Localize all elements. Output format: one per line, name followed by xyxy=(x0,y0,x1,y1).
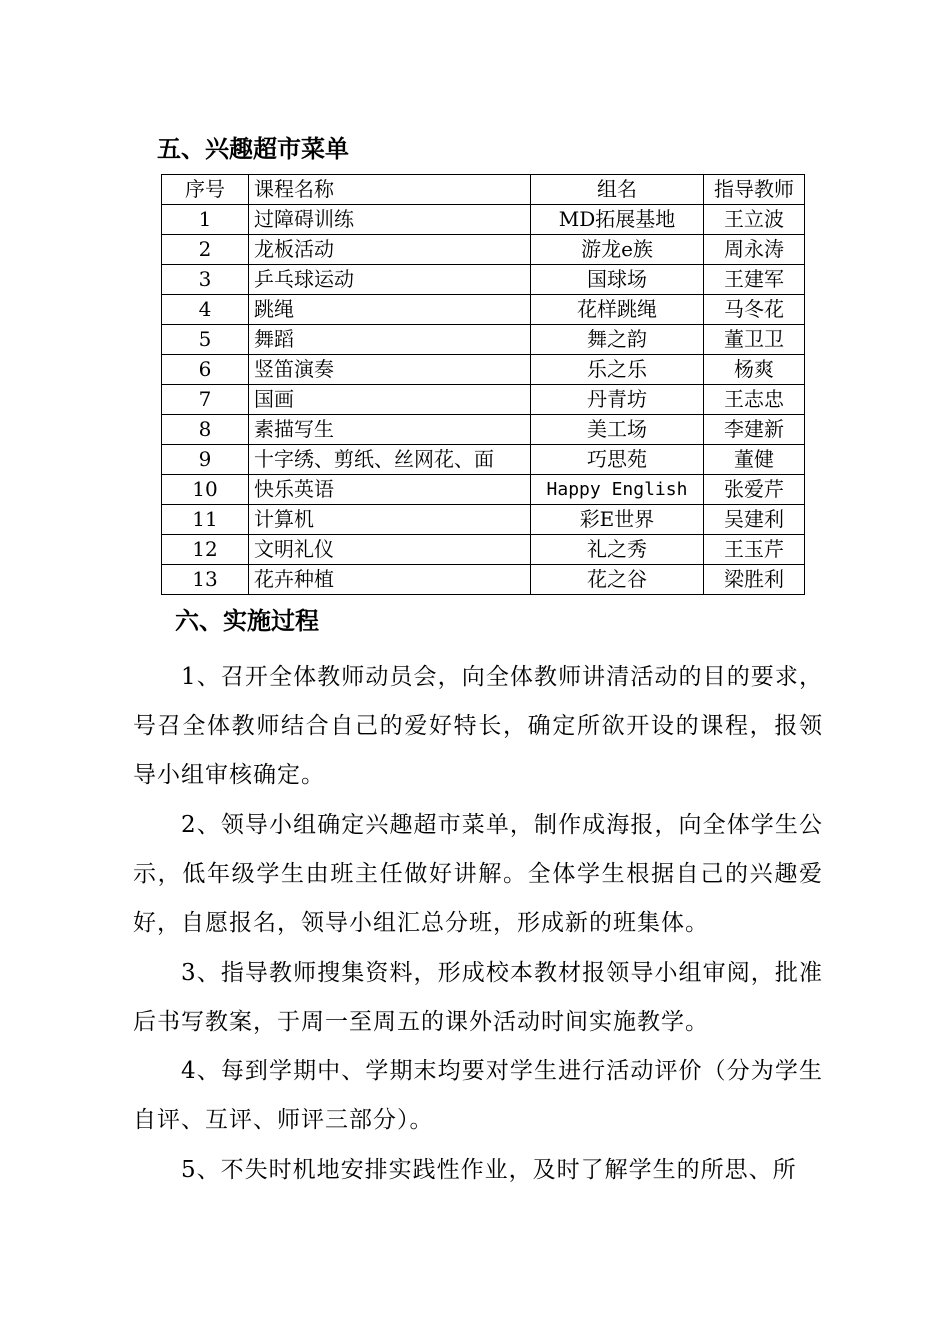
cell-number: 13 xyxy=(162,565,249,595)
cell-number: 1 xyxy=(162,205,249,235)
table-row xyxy=(162,505,805,535)
cell-number: 10 xyxy=(162,475,249,505)
cell-number: 9 xyxy=(162,445,249,475)
table-row xyxy=(162,205,805,235)
table-row xyxy=(162,295,805,325)
cell-teacher: 王建军 xyxy=(704,265,805,295)
table-row xyxy=(162,355,805,385)
cell-teacher: 李建新 xyxy=(704,415,805,445)
cell-course: 素描写生 xyxy=(249,415,531,445)
paragraph-step-1: 1、召开全体教师动员会，向全体教师讲清活动的目的要求，号召全体教师结合自己的爱好特长，确定所欲开设的课程，报领导小组审核确定。 xyxy=(133,664,823,788)
cell-course: 十字绣、剪纸、丝网花、面 xyxy=(249,445,531,475)
interest-menu-table xyxy=(161,174,805,595)
cell-group: 乐之乐 xyxy=(531,355,704,385)
header-number: 序号 xyxy=(162,175,249,205)
cell-group: 礼之秀 xyxy=(531,535,704,565)
cell-number: 4 xyxy=(162,295,249,325)
cell-teacher: 王玉芹 xyxy=(704,535,805,565)
cell-group: MD拓展基地 xyxy=(531,205,704,235)
cell-course: 国画 xyxy=(249,385,531,415)
cell-course: 舞蹈 xyxy=(249,325,531,355)
cell-teacher: 董健 xyxy=(704,445,805,475)
table-row xyxy=(162,475,805,505)
cell-group: 花之谷 xyxy=(531,565,704,595)
cell-teacher: 董卫卫 xyxy=(704,325,805,355)
cell-group: 彩E世界 xyxy=(531,505,704,535)
cell-course: 计算机 xyxy=(249,505,531,535)
cell-group: 巧思苑 xyxy=(531,445,704,475)
cell-group: 美工场 xyxy=(531,415,704,445)
table-row xyxy=(162,265,805,295)
table-row xyxy=(162,445,805,475)
cell-group: 舞之韵 xyxy=(531,325,704,355)
cell-course: 文明礼仪 xyxy=(249,535,531,565)
cell-teacher: 马冬花 xyxy=(704,295,805,325)
cell-number: 5 xyxy=(162,325,249,355)
cell-teacher: 吴建利 xyxy=(704,505,805,535)
cell-group: 游龙e族 xyxy=(531,235,704,265)
cell-number: 12 xyxy=(162,535,249,565)
table-row xyxy=(162,385,805,415)
cell-group: 国球场 xyxy=(531,265,704,295)
cell-course: 快乐英语 xyxy=(249,475,531,505)
cell-group: Happy English xyxy=(531,475,704,505)
cell-teacher: 杨爽 xyxy=(704,355,805,385)
cell-teacher: 王志忠 xyxy=(704,385,805,415)
paragraph-step-4: 4、每到学期中、学期末均要对学生进行活动评价（分为学生自评、互评、师评三部分）。 xyxy=(133,1058,823,1133)
cell-teacher: 梁胜利 xyxy=(704,565,805,595)
cell-group: 丹青坊 xyxy=(531,385,704,415)
cell-course: 竖笛演奏 xyxy=(249,355,531,385)
header-group-name: 组名 xyxy=(531,175,704,205)
cell-course: 过障碍训练 xyxy=(249,205,531,235)
cell-number: 3 xyxy=(162,265,249,295)
cell-course: 龙板活动 xyxy=(249,235,531,265)
cell-teacher: 王立波 xyxy=(704,205,805,235)
section-heading-interest-menu: 五、兴趣超市菜单 xyxy=(157,135,349,163)
cell-course: 跳绳 xyxy=(249,295,531,325)
paragraph-step-5: 5、不失时机地安排实践性作业，及时了解学生的所思、所 xyxy=(181,1157,797,1183)
paragraph-step-2: 2、领导小组确定兴趣超市菜单，制作成海报，向全体学生公示，低年级学生由班主任做好讲解。全体学生根据自己的兴趣爱好，自愿报名，领导小组汇总分班，形成新的班集体。 xyxy=(133,812,823,936)
paragraph-step-3: 3、指导教师搜集资料，形成校本教材报领导小组审阅，批准后书写教案，于周一至周五的课外活动时间实施教学。 xyxy=(133,960,823,1035)
table-row xyxy=(162,415,805,445)
cell-course: 花卉种植 xyxy=(249,565,531,595)
header-course-name: 课程名称 xyxy=(249,175,531,205)
table-row xyxy=(162,235,805,265)
table-row xyxy=(162,535,805,565)
cell-teacher: 张爱芹 xyxy=(704,475,805,505)
table-row xyxy=(162,325,805,355)
cell-number: 11 xyxy=(162,505,249,535)
cell-course: 乒乓球运动 xyxy=(249,265,531,295)
section-heading-implementation: 六、实施过程 xyxy=(175,607,319,635)
table-row xyxy=(162,565,805,595)
cell-group: 花样跳绳 xyxy=(531,295,704,325)
cell-number: 7 xyxy=(162,385,249,415)
cell-number: 6 xyxy=(162,355,249,385)
cell-number: 2 xyxy=(162,235,249,265)
cell-teacher: 周永涛 xyxy=(704,235,805,265)
cell-number: 8 xyxy=(162,415,249,445)
header-teacher: 指导教师 xyxy=(704,175,805,205)
table-header-row xyxy=(162,175,805,205)
